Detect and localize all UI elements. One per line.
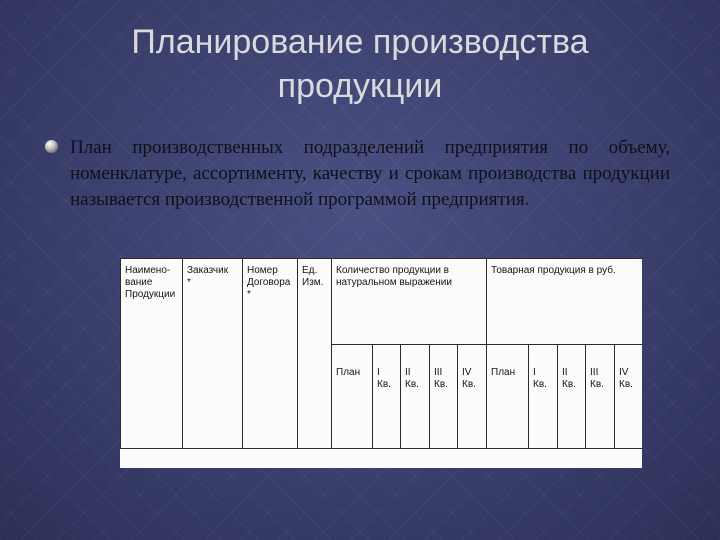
slide-title-line-1: Планирование производства bbox=[131, 23, 589, 61]
subheader-quantity-q4: IV Кв. bbox=[458, 345, 487, 449]
subheader-commodity-q3: III Кв. bbox=[586, 345, 615, 449]
subheader-commodity-plan: План bbox=[487, 345, 529, 449]
subheader-commodity-q2: II Кв. bbox=[558, 345, 586, 449]
subheader-quantity-q2: II Кв. bbox=[401, 345, 430, 449]
bullet-icon bbox=[45, 140, 58, 153]
header-product-name: Наимено- вание Продукции bbox=[121, 259, 183, 449]
header-commodity: Товарная продукция в руб. bbox=[487, 259, 642, 345]
subheader-quantity-q3: III Кв. bbox=[430, 345, 458, 449]
slide-title-line-2: продукции bbox=[277, 67, 443, 105]
subheader-commodity-q1: I Кв. bbox=[529, 345, 558, 449]
subheader-commodity-q4: IV Кв. bbox=[615, 345, 642, 449]
header-contract-number: Номер Договора * bbox=[243, 259, 298, 449]
subheader-quantity-q1: I Кв. bbox=[373, 345, 401, 449]
header-unit: Ед. Изм. bbox=[298, 259, 332, 449]
subheader-quantity-plan: План bbox=[332, 345, 373, 449]
production-plan-table bbox=[120, 258, 642, 468]
slide-title bbox=[40, 20, 680, 108]
plan-table-grid bbox=[120, 258, 642, 449]
bullet-text: План производственных подразделений предприятия по объему, номенклатуре, ассортименту, качеству и срокам производства продукции называется производственной программой предприятия. bbox=[70, 137, 670, 210]
header-customer: Заказчик * bbox=[183, 259, 243, 449]
header-quantity: Количество продукции в натуральном выражении bbox=[332, 259, 487, 345]
